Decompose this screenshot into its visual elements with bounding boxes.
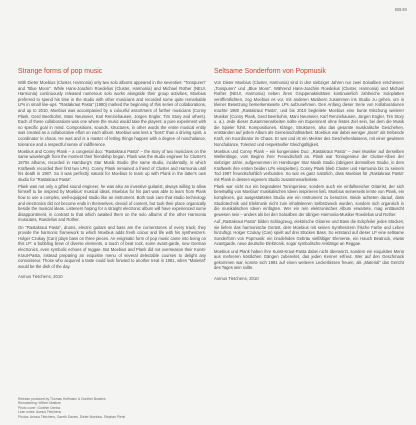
english-paragraph: Plank was not only a gifted sound engineer, he was also an inventive guitarist, always willing to allow himself to be inspired by Moebius' musical ideas. Moebius for his part was able to learn from Plank how to use a complex, well-equipped studio like an instrument. Both took care that studio technology and electronics did not become ends in themselves, devoid of content, but took their place organically beside the musical ideas. Listeners hoping for a straight electronic album will have experienced some disappointment, in contrast to that which awaited them on the solo albums of the other Harmonia musicians, Roedelius and Rother. — [18, 183, 206, 223]
english-paragraph: On "Rastakraut Pasta", drums, electric guitars and bass are the cornerstones of every track; they provide the harmonic framework to which Moebius adds fresh colour and life with his synthesizers. Holger Czukay (Can) plays bass on three pieces. An enigmatic form of pop music came into being on this LP: a bubbling brew of diverse elements, a touch of beat rock, some avant-garde, new German electronics, even symbolic echoes of reggae. But Moebius and Plank did not overseason their Kunst-Kraut-Pasta, instead preparing an exquisite menu of several delectable courses to delight any connoisseur. Those who acquired a taste could look forward to another treat in 1981, when "Material" would be the dish of the day. — [18, 224, 206, 269]
english-signature: Asmus Tietchens, 2010 — [18, 274, 63, 280]
german-paragraph: Von Dieter Moebius (Cluster, Harmonia) sind in den siebziger Jahren nur zwei Soloalben erschienen: „Tonspuren" und „Blue Moon". Während Hans-Joachim Roedelius (Cluster, Harmonia) und Michael Rother (NEU!, Harmonia) neben ihren Gruppenaktivitäten kontinuierlich zahlreiche Soloplatten veröffentlichten, zog Moebius es vor, mit anderen Musikern zusammen ins Studio zu gehen, um in kleiner Besetzung bemerkenswerte LPs aufzunehmen. Den Anfang dieser Serie von Kollaborationen machte 1980 „Rastakraut Pasta", und bis 2010 begleitete Moebius eine bunte Mischung weiterer Musiker (Conny Plank, Gerd Beerbohm, Mani Neumeier, Karl Renziehausen, Jürgen Engler, Tim Story u. a.). Jede dieser Zusammenarbeiten sollte ein Experiment ohne festes Ziel sein, bei dem die Musik die Spieler führt. Kompositionen, Klänge, Strukturen, also das gesamte musikalische Geschehen, entstanden auf jedem Album als Gemeinschaftsarbeit. Moebius war dabei weniger „Boss" als treibende Kraft, ein Koordinator im Chaos. Er war und ist ein Meister des Geschehenlassens, mit einer gewissen Nonchalance, Toleranz und respektvoller Gleichgültigkeit. — [214, 80, 404, 147]
german-signature: Asmus Tietchens, 2010 — [214, 275, 259, 281]
credit-line: Photos: Asmus Tietchens, Gareth Davies, Dieter Moebius, Stephan Plenk — [18, 414, 126, 419]
page-code: BB49 — [394, 7, 407, 12]
credits — [18, 397, 218, 419]
english-column — [18, 68, 206, 280]
german-paragraph: Moebius und Conny Plank – ein kongeniales Duo: „Rastakraut Pasta" – zwei Musiker auf derselben Wellenlänge, vom Beginn ihrer Freundschaft an. Plank war Toningenieur der Cluster-Alben der siebziger Jahre, aufgenommen im Hamburger Star Musik Studio (übrigens demselben Studio, in dem Kraftwerk ihre ersten beiden LPs einspielten). Conny Plank blieb Cluster und Harmonia bis zu seinem Tod 1987 freundschaftlich verbunden. So war es ganz natürlich, dass Moebius für „Rastakraut Pasta" mit Plank in dessen eigenem Studio zusammenarbeitete. — [214, 148, 404, 182]
english-title: Strange forms of pop music — [18, 68, 103, 75]
german-column — [214, 68, 404, 282]
english-paragraph: Moebius and Conny Plank – a congenial duo: "Rastakraut Pasta" – the story of two musicians on the same wavelength from the moment their friendship began. Plank was the studio engineer for Cluster's 1970s albums, recorded in Hamburg's Star Musik Studio (the same studio, incidentally, in which Kraftwerk recorded their first two LPs). Conny Plank remained a friend of Cluster and Harmonia until his death in 1987. So it was perfectly natural for Moebius to team up with Plank in the latter's own studio for "Rastakraut Pasta". — [18, 148, 206, 182]
german-paragraph: Auf „Rastakraut Pasta" bilden Schlagzeug, elektrische Gitarren und Bass die Eckpfeiler jedes Stückes; sie liefern das harmonische Gerüst, dem Moebius mit seinen Synthesizern frische Farbe und Leben hinzufügt. Holger Czukay (Can) spielt auf drei Stücken Bass. So entstand auf dieser LP eine seltsame Sonderform von Popmusik: ein brodelndes Gebräu vielfältiger Elemente, ein Hauch Beatrock, etwas Avantgarde, neue deutsche Elektronik, sogar symbolische Anklänge an Reggae. — [214, 219, 404, 247]
german-paragraph: Plank war nicht nur ein begnadeter Toningenieur, sondern auch ein einfallsreicher Gitarrist, der sich bereitwillig von Moebius' musikalischen Ideen inspirieren ließ. Moebius seinerseits lernte von Plank, ein komplexes, gut ausgestattetes Studio wie ein Instrument zu benutzen. Beide achteten darauf, dass Studiotechnik und Elektronik nicht zum inhaltsleeren Selbstzweck wurden, sondern sich organisch in die musikalischen Ideen einfügten. Wer ein rein elektronisches Album erwartete, mag enttäuscht gewesen sein – anders als bei den Soloalben der übrigen Harmonia-Musiker Roedelius und Rother. — [214, 183, 404, 217]
german-title: Seltsame Sonderform von Popmusik — [214, 68, 326, 75]
english-paragraph: With Dieter Moebius (Cluster, Harmonia) only two solo albums appeared in the seventies: "Tonspuren" and "Blue Moon". While Hans-Joachim Roedelius (Cluster, Harmonia) and Michael Rother (NEU!, Harmonia) continuously released numerous solo works alongside their group activities, Moebius preferred to spend his time in the studio with other musicians and recorded some quite remarkable LPs in small line-ups. "Rastakraut Pasta" (1980) marked the beginning of this series of collaborations, and up to 2010, Moebius was accompanied by a colourful assortment of further musicians (Conny Plank, Gerd Beerbohm, Mani Neumeier, Karl Renziehausen, Jürgen Engler, Tim Story and others). Each of these collaborations was one where the music would take the players: a pure experiment with no specific goal in mind. Compositions, sounds, structures, in other words the entire musical entity was created as a collaborative effort on each album. Moebius was less a "boss" than a driving spirit, a coordinator in chaos. He was and is a master of letting things happen with a degree of nonchalance, tolerance and a respectful sense of indifference. — [18, 80, 206, 147]
english-body — [18, 80, 206, 269]
german-body — [214, 80, 404, 271]
credit-line: Remastering: Willem Makkee — [18, 401, 61, 406]
credit-line: Liner notes: Asmus Tietchens — [18, 410, 62, 415]
credit-line: Photo cover: Gunther Deniss — [18, 405, 61, 410]
credit-line: Release produced by Thomas Hoffmann & Gunther Buskies — [18, 397, 106, 401]
german-paragraph: Moebius und Plank haben ihre Kunst-Kraut-Pasta dabei nicht überwürzt, sondern ein exquisites Menü aus mehreren köstlichen Gängen zubereitet, das jeden Kenner erfreut. Wer auf den Geschmack gekommen war, konnte sich 1981 auf einen weiteren Leckerbissen freuen, als „Material" das Gericht des Tages sein sollte. — [214, 248, 404, 271]
